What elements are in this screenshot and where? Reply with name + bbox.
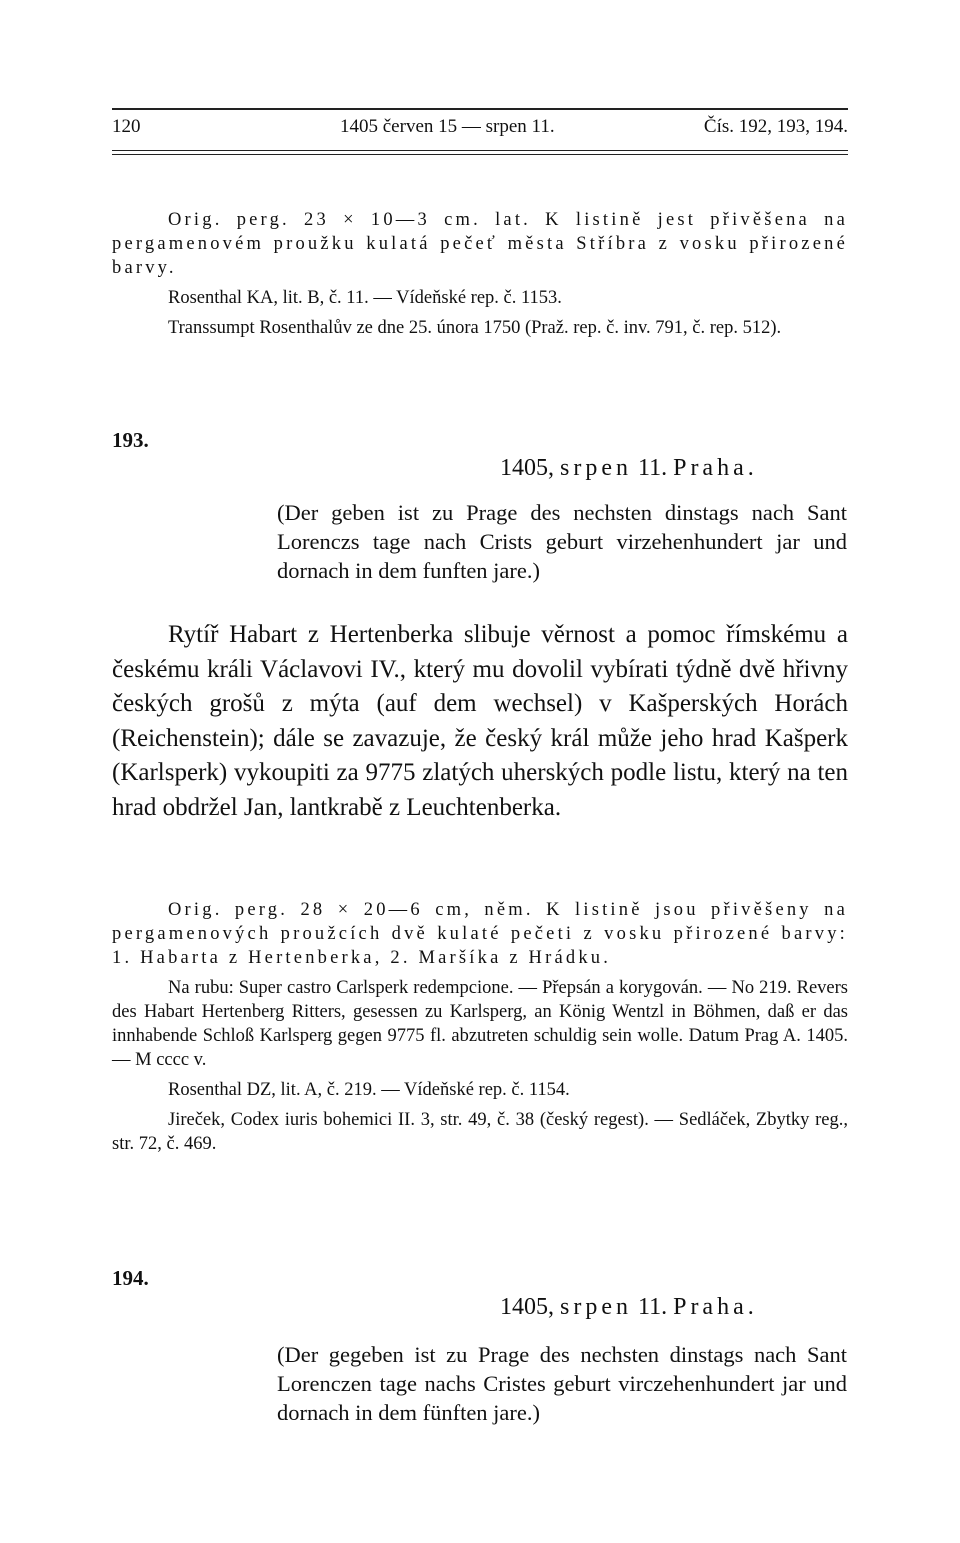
- doc192-original-description: Orig. perg. 23 × 10—3 cm. lat. K listině jest přivěšena na pergamenovém proužku kulatá pečeť města Stříbra z vosku přirozené barvy.: [112, 210, 848, 278]
- doc193-regest: Rytíř Habart z Hertenberka slibuje věrnost a pomoc římskému a českému králi Václavovi IV., který mu dovolil vybírati týdně dvě hřivny českých grošů z mýta (auf dem wechsel) v Kašperských Horách (Reichenstein); dále se zavazuje, že český král může jeho hrad Kašperk (Karlsperk) vykoupiti za 9775 zlatých uherských podle listu, který na ten hrad obdržel Jan, lantkrabě z Leuchtenberka.: [112, 621, 848, 821]
- page-number: 120: [112, 116, 141, 137]
- doc194-dateline: 1405, srpen 11. Praha.: [500, 1294, 758, 1320]
- header-document-numbers: Čís. 192, 193, 194.: [703, 116, 848, 137]
- running-header: [112, 116, 848, 142]
- doc193-german-dating: (Der geben ist zu Prage des nechsten dinstags nach Sant Lorenczs tage nach Crists geburt virzehenhundert jar und dornach in dem funften jare.): [277, 500, 847, 583]
- doc193-notes: [112, 898, 848, 1156]
- doc192-transsumpt: Transsumpt Rosenthalův ze dne 25. února 1750 (Praž. rep. č. inv. 791, č. rep. 512).: [168, 318, 782, 338]
- doc194-number: 194.: [112, 1266, 149, 1290]
- doc193-literature: Jireček, Codex iuris bohemici II. 3, str. 49, č. 38 (český regest). — Sedláček, Zbytky reg., str. 72, č. 469.: [112, 1110, 848, 1154]
- header-double-rule: [112, 150, 848, 155]
- header-rule: [112, 108, 848, 110]
- doc192-rosenthal: Rosenthal KA, lit. B, č. 11. — Vídeňské rep. č. 1153.: [168, 288, 562, 308]
- doc193-dateline: 1405, srpen 11. Praha.: [500, 455, 758, 481]
- doc192-notes: [112, 208, 848, 340]
- header-date-range: 1405 červen 15 — srpen 11.: [340, 116, 555, 137]
- doc193-number: 193.: [112, 428, 149, 452]
- doc194-german-dating: (Der gegeben ist zu Prage des nechsten dinstags nach Sant Lorenczen tage nachs Cristes geburt virczehenhundert jar und dornach in dem fünften jare.): [277, 1342, 847, 1425]
- doc193-rosenthal: Rosenthal DZ, lit. A, č. 219. — Vídeňské rep. č. 1154.: [168, 1080, 570, 1100]
- doc193-verso-note: Na rubu: Super castro Carlsperk redempcione. — Přepsán a korygován. — No 219. Revers des Habart Hertenberg Ritters, gesessen zu Karlsperg, an König Wentzl in Böhmen, daß er das innhabende Schloß Karlsperg gegen 9775 fl. abzutreten schuldig sein wolle. Datum Prag A. 1405. — M cccc v.: [112, 978, 848, 1070]
- doc193-original-description: Orig. perg. 28 × 20—6 cm, něm. K listině jsou přivěšeny na pergamenových proužcích dvě kulaté pečeti z vosku přirozené barvy: 1. Habarta z Hertenberka, 2. Maršíka z Hrádku.: [112, 900, 849, 968]
